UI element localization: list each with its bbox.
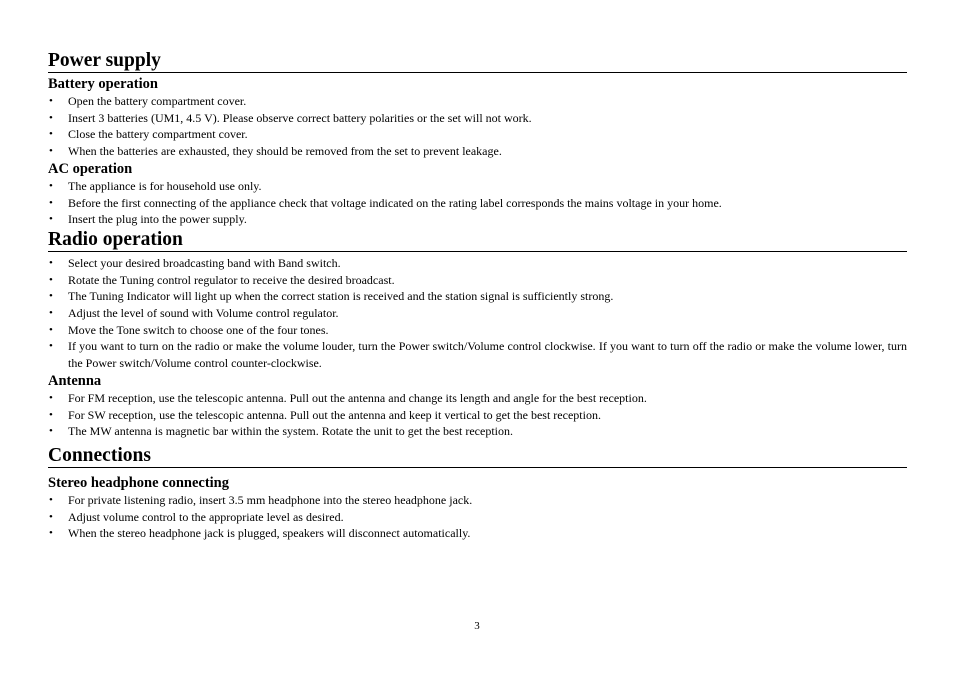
list-item: • Open the battery compartment cover.	[49, 94, 247, 108]
bullet-icon: •	[49, 340, 53, 353]
bullet-icon: •	[49, 95, 53, 107]
group-radio-operation	[48, 255, 907, 372]
bullet-icon: •	[49, 510, 53, 523]
list-item: • When the batteries are exhausted, they should be removed from the set to prevent leakage.	[49, 144, 502, 159]
list-item: • Adjust the level of sound with Volume control regulator.	[49, 306, 339, 321]
list-item: • Select your desired broadcasting band with Band switch.	[49, 255, 341, 270]
section-title-power-supply: Power supply	[48, 50, 907, 73]
subtitle-ac-operation: AC operation	[48, 160, 133, 177]
bullet-icon: •	[49, 323, 53, 336]
bullet-icon: •	[49, 111, 53, 124]
list-item: • Adjust volume control to the appropriate level as desired.	[49, 509, 344, 524]
list-item: • If you want to turn on the radio or make the volume louder, turn the Power switch/Volume control clockwise. If you want to turn off the radio or make the volume lower, turn the Power switch/Volume control counter-clockwise.	[49, 339, 907, 371]
list-item: • Before the first connecting of the appliance check that voltage indicated on the rating label corresponds the mains voltage in your home.	[49, 195, 722, 210]
list-antenna	[48, 390, 907, 440]
list-item: • The Tuning Indicator will light up when the correct station is received and the station signal is sufficiently strong.	[49, 289, 614, 304]
list-item: • The appliance is for household use only.	[49, 178, 262, 193]
bullet-icon: •	[49, 408, 53, 421]
list-item: • Rotate the Tuning control regulator to receive the desired broadcast.	[49, 272, 395, 287]
bullet-icon: •	[49, 290, 53, 303]
page-number: 3	[474, 620, 480, 632]
list-item: • For FM reception, use the telescopic antenna. Pull out the antenna and change its length and angle for the best reception.	[49, 390, 647, 405]
list-item: • Close the battery compartment cover.	[49, 127, 248, 142]
bullet-icon: •	[49, 527, 53, 540]
bullet-icon: •	[49, 213, 53, 226]
list-battery-operation	[48, 93, 907, 160]
manual-page	[48, 50, 907, 542]
group-battery-operation	[48, 76, 907, 160]
subtitle-battery-operation: Battery operation	[48, 76, 158, 92]
bullet-icon: •	[49, 145, 53, 158]
group-antenna	[48, 373, 907, 440]
group-ac-operation	[48, 161, 907, 228]
list-item: • For SW reception, use the telescopic antenna. Pull out the antenna and keep it vertical to get the best reception.	[49, 407, 601, 422]
bullet-icon: •	[49, 307, 53, 320]
bullet-icon: •	[49, 128, 53, 141]
list-stereo-headphone	[48, 492, 907, 542]
list-item: • When the stereo headphone jack is plugged, speakers will disconnect automatically.	[49, 526, 471, 541]
bullet-icon: •	[49, 256, 53, 269]
bullet-icon: •	[49, 179, 53, 192]
subtitle-antenna: Antenna	[48, 372, 102, 389]
bullet-icon: •	[49, 391, 53, 404]
list-radio-operation	[48, 255, 907, 372]
bullet-icon: •	[49, 273, 53, 286]
bullet-icon: •	[49, 425, 53, 438]
section-title-radio-operation: Radio operation	[48, 229, 907, 252]
subtitle-stereo-headphone: Stereo headphone connecting	[48, 474, 229, 491]
group-stereo-headphone	[48, 475, 907, 542]
list-ac-operation	[48, 178, 907, 228]
list-item: • Move the Tone switch to choose one of the four tones.	[49, 322, 329, 337]
bullet-icon: •	[49, 493, 53, 506]
list-item: • Insert 3 batteries (UM1, 4.5 V). Please observe correct battery polarities or the set will not work.	[49, 110, 532, 125]
bullet-icon: •	[49, 196, 53, 209]
list-item: • The MW antenna is magnetic bar within the system. Rotate the unit to get the best reception.	[49, 424, 513, 439]
list-item: • For private listening radio, insert 3.5 mm headphone into the stereo headphone jack.	[49, 492, 473, 507]
section-title-connections: Connections	[48, 445, 907, 468]
list-item: • Insert the plug into the power supply.	[49, 212, 247, 227]
